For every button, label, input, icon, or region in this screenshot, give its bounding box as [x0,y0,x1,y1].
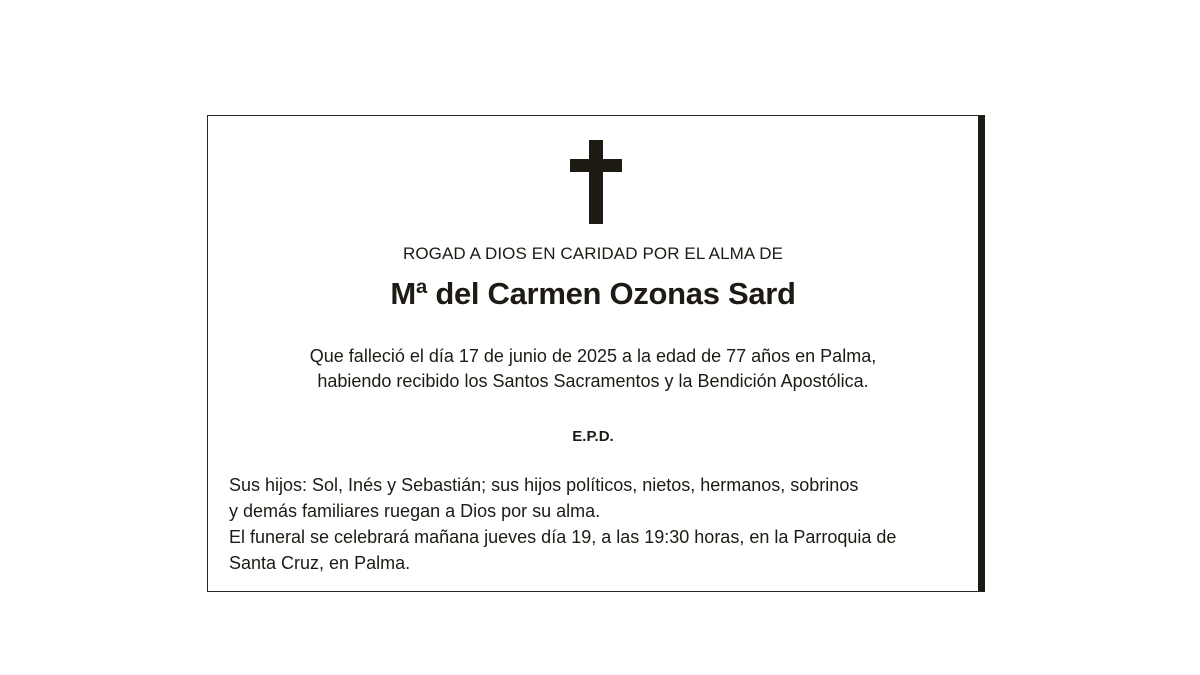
funeral-line-1: El funeral se celebrará mañana jueves día 19, a las 19:30 horas, en la Parroquia de [229,527,897,547]
cross-icon [570,140,622,224]
death-line-2: habiendo recibido los Santos Sacramentos y la Bendición Apostólica. [317,371,869,391]
family-line-1: Sus hijos: Sol, Inés y Sebastián; sus hijos políticos, nietos, hermanos, sobrinos [229,475,859,495]
prayer-header: ROGAD A DIOS EN CARIDAD POR EL ALMA DE [402,244,784,263]
funeral-line-2: Santa Cruz, en Palma. [229,553,411,573]
deceased-name: Mª del Carmen Ozonas Sard [390,276,796,311]
family-and-funeral-text [229,472,979,576]
family-line-2: y demás familiares ruegan a Dios por su alma. [229,501,601,521]
death-line-1: Que falleció el día 17 de junio de 2025 a la edad de 77 años en Palma, [309,346,877,366]
death-details [208,344,978,394]
obituary-card [207,115,985,592]
epd-label: E.P.D. [572,428,614,445]
